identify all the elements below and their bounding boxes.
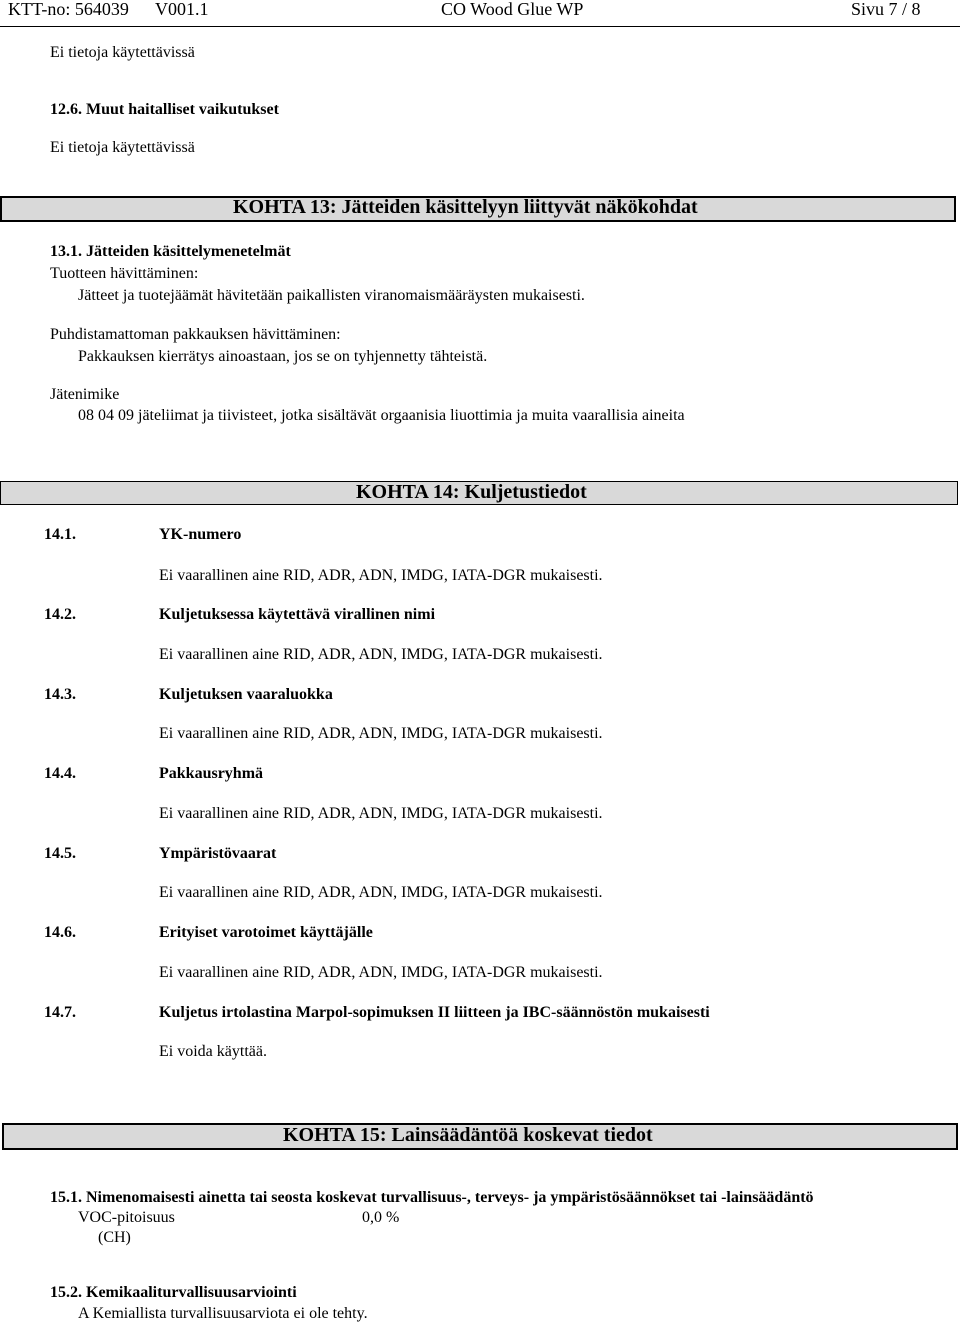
item-14-2-number: 14.2. <box>44 606 76 623</box>
subsection-13-1-heading: 13.1. Jätteiden käsittelymenetelmät <box>50 243 291 260</box>
item-14-5-text: Ei vaarallinen aine RID, ADR, ADN, IMDG, IATA-DGR mukaisesti. <box>159 884 603 901</box>
product-disposal-text: Jätteet ja tuotejäämät hävitetään paikallisten viranomaismääräysten mukaisesti. <box>78 287 585 304</box>
section-13-title: KOHTA 13: Jätteiden käsittelyyn liittyvät näkökohdat <box>233 196 698 218</box>
no-data-text: Ei tietoja käytettävissä <box>50 44 195 61</box>
item-14-7-number: 14.7. <box>44 1004 76 1021</box>
subsection-15-2-heading: 15.2. Kemikaaliturvallisuusarviointi <box>50 1284 297 1301</box>
item-14-4-label: Pakkausryhmä <box>159 765 264 782</box>
waste-code-text: 08 04 09 jäteliimat ja tiivisteet, jotka sisältävät orgaanisia liuottimia ja muita vaarallisia aineita <box>78 407 685 424</box>
section-14-title: KOHTA 14: Kuljetustiedot <box>356 481 587 503</box>
voc-region: (CH) <box>98 1229 131 1246</box>
item-14-1-label: YK-numero <box>159 526 242 543</box>
item-14-5-number: 14.5. <box>44 845 76 862</box>
item-14-3-label: Kuljetuksen vaaraluokka <box>159 686 333 703</box>
item-14-6-text: Ei vaarallinen aine RID, ADR, ADN, IMDG, IATA-DGR mukaisesti. <box>159 964 603 981</box>
version: V001.1 <box>155 0 209 19</box>
item-14-2-label: Kuljetuksessa käytettävä virallinen nimi <box>159 606 436 623</box>
header-rule <box>0 26 960 27</box>
item-14-7-label: Kuljetus irtolastina Marpol-sopimuksen II liitteen ja IBC-säännöstön mukaisesti <box>159 1004 710 1021</box>
item-14-5-label: Ympäristövaarat <box>159 845 277 862</box>
subsection-12-6-heading: 12.6. Muut haitalliset vaikutukset <box>50 101 279 118</box>
subsection-15-1-heading: 15.1. Nimenomaisesti ainetta tai seosta koskevat turvallisuus-, terveys- ja ympäristösäännökset tai -lainsäädäntö <box>50 1189 814 1206</box>
csa-text: A Kemiallista turvallisuusarviota ei ole tehty. <box>78 1305 368 1322</box>
item-14-6-label: Erityiset varotoimet käyttäjälle <box>159 924 373 941</box>
packaging-disposal-label: Puhdistamattoman pakkauksen hävittäminen: <box>50 326 341 343</box>
page-number: Sivu 7 / 8 <box>851 0 921 19</box>
waste-code-label: Jätenimike <box>50 386 120 403</box>
product-disposal-label: Tuotteen hävittäminen: <box>50 265 199 282</box>
item-14-4-text: Ei vaarallinen aine RID, ADR, ADN, IMDG, IATA-DGR mukaisesti. <box>159 805 603 822</box>
item-14-4-number: 14.4. <box>44 765 76 782</box>
item-14-1-text: Ei vaarallinen aine RID, ADR, ADN, IMDG, IATA-DGR mukaisesti. <box>159 567 603 584</box>
voc-label: VOC-pitoisuus <box>78 1209 175 1226</box>
voc-value: 0,0 % <box>362 1209 400 1226</box>
item-14-3-number: 14.3. <box>44 686 76 703</box>
item-14-7-text: Ei voida käyttää. <box>159 1043 267 1060</box>
item-14-3-text: Ei vaarallinen aine RID, ADR, ADN, IMDG, IATA-DGR mukaisesti. <box>159 725 603 742</box>
ktt-number: KTT-no: 564039 <box>8 0 129 19</box>
no-data-text: Ei tietoja käytettävissä <box>50 139 195 156</box>
item-14-2-text: Ei vaarallinen aine RID, ADR, ADN, IMDG, IATA-DGR mukaisesti. <box>159 646 603 663</box>
section-15-title: KOHTA 15: Lainsäädäntöä koskevat tiedot <box>283 1124 653 1146</box>
product-name: CO Wood Glue WP <box>441 0 584 19</box>
item-14-1-number: 14.1. <box>44 526 76 543</box>
packaging-disposal-text: Pakkauksen kierrätys ainoastaan, jos se on tyhjennetty tähteistä. <box>78 348 488 365</box>
item-14-6-number: 14.6. <box>44 924 76 941</box>
